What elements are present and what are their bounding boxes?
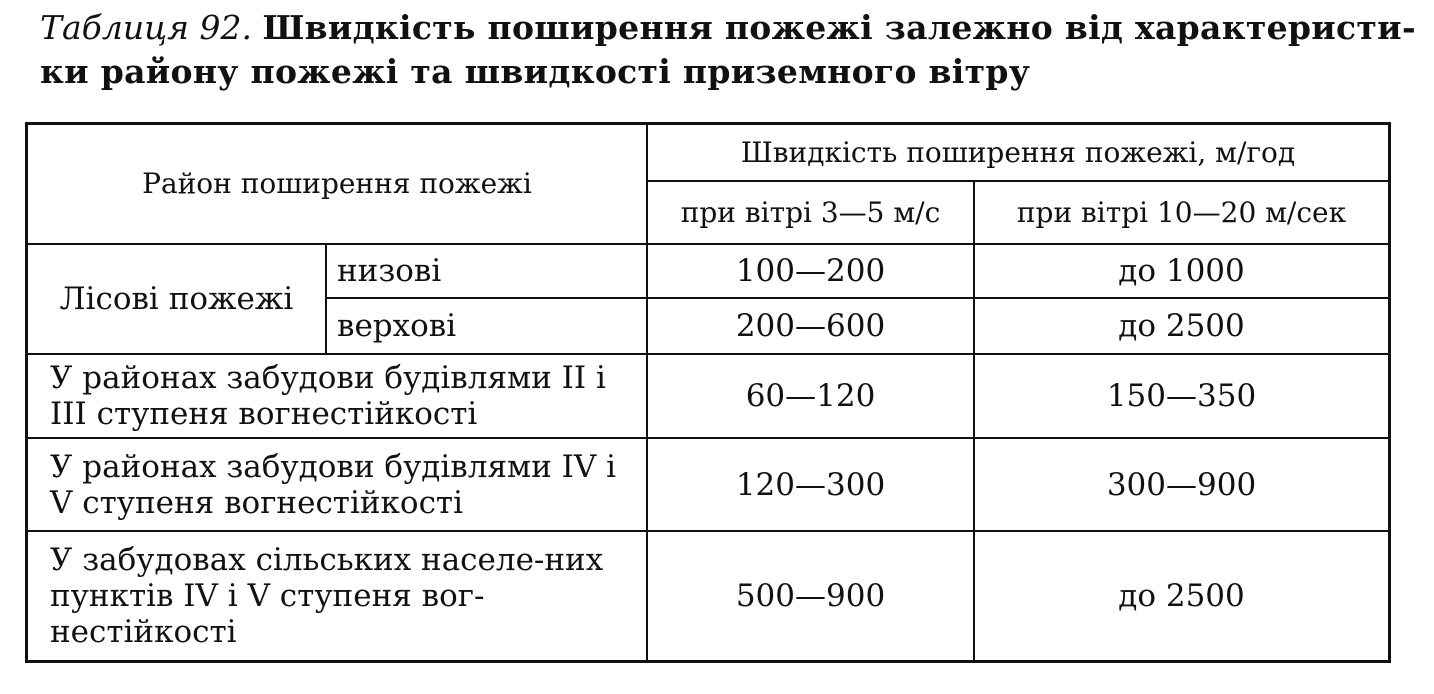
forest-fires-label: Лісові пожежі (59, 281, 294, 317)
forest-type-ground: низові (337, 253, 442, 289)
header-district: Район поширення пожежі (142, 167, 532, 200)
header-wind-low: при вітрі 3—5 м/с (680, 195, 941, 229)
row-2-3-high: 150—350 (1106, 378, 1257, 414)
fire-spread-table (25, 122, 1391, 663)
row-rural-low: 500—900 (735, 578, 886, 614)
header-speed-group: Швидкість поширення пожежі, м/год (740, 135, 1296, 169)
forest-crown-high: до 2500 (1118, 308, 1245, 344)
header-wind-high: при вітрі 10—20 м/сек (1016, 195, 1347, 229)
row-4-5-high: 300—900 (1106, 466, 1257, 503)
caption-table-number: Таблиця 92. (40, 8, 252, 47)
row-2-3-low: 60—120 (745, 378, 876, 414)
caption-title: Швидкість поширення пожежі залежно від характеристи-ки району пожежі та швидкості приземного вітру (40, 8, 1416, 91)
forest-type-crown: верхові (337, 308, 457, 344)
row-label-2-3: У районах забудови будівлями II і III ступеня вогнестійкості (50, 360, 606, 432)
forest-ground-low: 100—200 (735, 253, 886, 289)
forest-crown-low: 200—600 (735, 308, 886, 344)
table-caption (40, 6, 1420, 94)
row-rural-high: до 2500 (1118, 578, 1245, 614)
row-label-4-5: У районах забудови будівлями IV і V ступеня вогнестійкості (50, 448, 617, 521)
forest-ground-high: до 1000 (1118, 253, 1245, 289)
row-label-rural: У забудовах сільських населе-них пунктів IV і V ступеня вог-нестійкості (50, 542, 604, 650)
row-4-5-low: 120—300 (735, 466, 886, 503)
